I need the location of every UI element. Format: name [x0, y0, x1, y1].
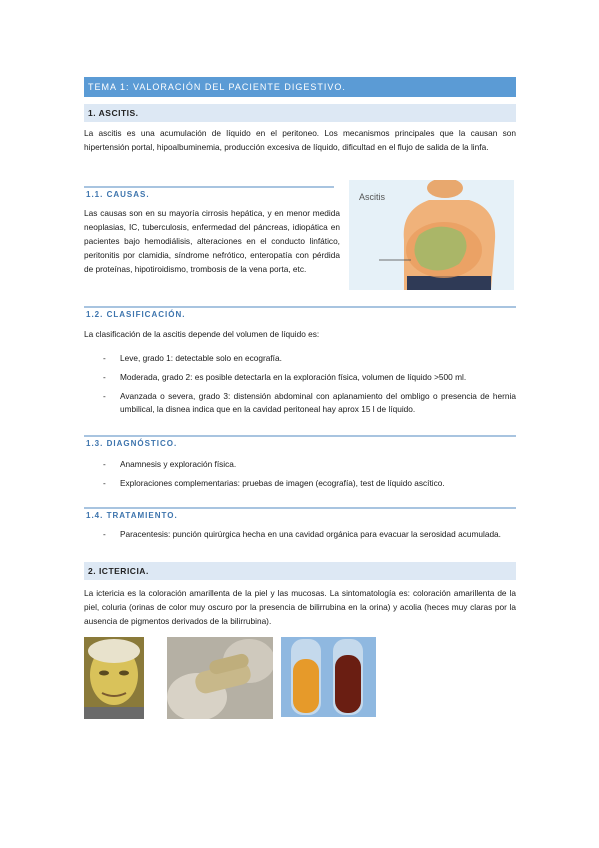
subheading-diagnostico: 1.3. DIAGNÓSTICO.	[84, 435, 516, 449]
face-icon	[84, 637, 144, 719]
list-item: - Paracentesis: punción quirúrgica hecha en una cavidad orgánica para evacuar la serosidad acumulada.	[84, 528, 516, 541]
jaundice-face-photo	[84, 637, 144, 719]
diagnostico-list	[84, 458, 516, 496]
tratamiento-list	[84, 528, 516, 547]
section-heading-ictericia: 2. ICTERICIA.	[84, 562, 516, 580]
causas-text: Las causas son en su mayoría cirrosis hepática, y en menor medida neoplasias, IC, tuberculosis, enfermedad del páncreas, idiopática en pacientes bajo hemodiálisis, alteraciones en el conducto linfático, peritonitis por clamidia, síndrome nefrótico, enteropatía con pérdida de proteínas, hipotiroidismo, trombosis de la vena porta, etc.	[84, 208, 340, 274]
list-item: - Exploraciones complementarias: pruebas de imagen (ecografía), test de líquido ascítico.	[84, 477, 516, 490]
acholic-stool-photo	[167, 637, 273, 719]
ictericia-text: La ictericia es la coloración amarillenta de la piel y las mucosas. La sintomatología es: coloración amarillenta de la piel, coluria (orinas de color muy oscuro por la presencia de bilirrubina en la orina) y acolia (heces muy claras por la ausencia de pigmentos derivados de la bilirrubina).	[84, 588, 516, 626]
ascitis-intro: La ascitis es una acumulación de líquido en el peritoneo. Los mecanismos principales que la causan son hipertensión portal, hipoalbuminemia, producción excesiva de líquido, dificultad en el flujo de salida de la linfa.	[84, 128, 516, 152]
list-item: - Moderada, grado 2: es posible detectarla en la exploración física, volumen de líquido >500 ml.	[84, 371, 516, 384]
list-item: - Leve, grado 1: detectable solo en ecografía.	[84, 352, 516, 365]
ascitis-image-label: Ascitis	[359, 192, 386, 202]
list-item: - Anamnesis y exploración física.	[84, 458, 516, 471]
subheading-causas: 1.1. CAUSAS.	[84, 186, 334, 200]
topic-title: TEMA 1: VALORACIÓN DEL PACIENTE DIGESTIVO.	[84, 77, 516, 97]
list-item: - Avanzada o severa, grado 3: distensión abdominal con aplanamiento del ombligo o presencia de hernia umbilical, la disnea indica que en la cavidad peritoneal hay aprox 15 l de líquido.	[84, 390, 516, 416]
section-heading-ascitis: 1. ASCITIS.	[84, 104, 516, 122]
clasificacion-list	[84, 352, 516, 422]
test-tubes-icon	[281, 637, 376, 717]
subheading-clasificacion: 1.2. CLASIFICACIÓN.	[84, 306, 516, 320]
clasificacion-intro: La clasificación de la ascitis depende del volumen de líquido es:	[84, 329, 320, 339]
subheading-tratamiento: 1.4. TRATAMIENTO.	[84, 507, 516, 521]
ascitis-illustration	[349, 180, 514, 290]
stool-icon	[167, 637, 273, 719]
coluria-tubes-photo	[281, 637, 376, 717]
